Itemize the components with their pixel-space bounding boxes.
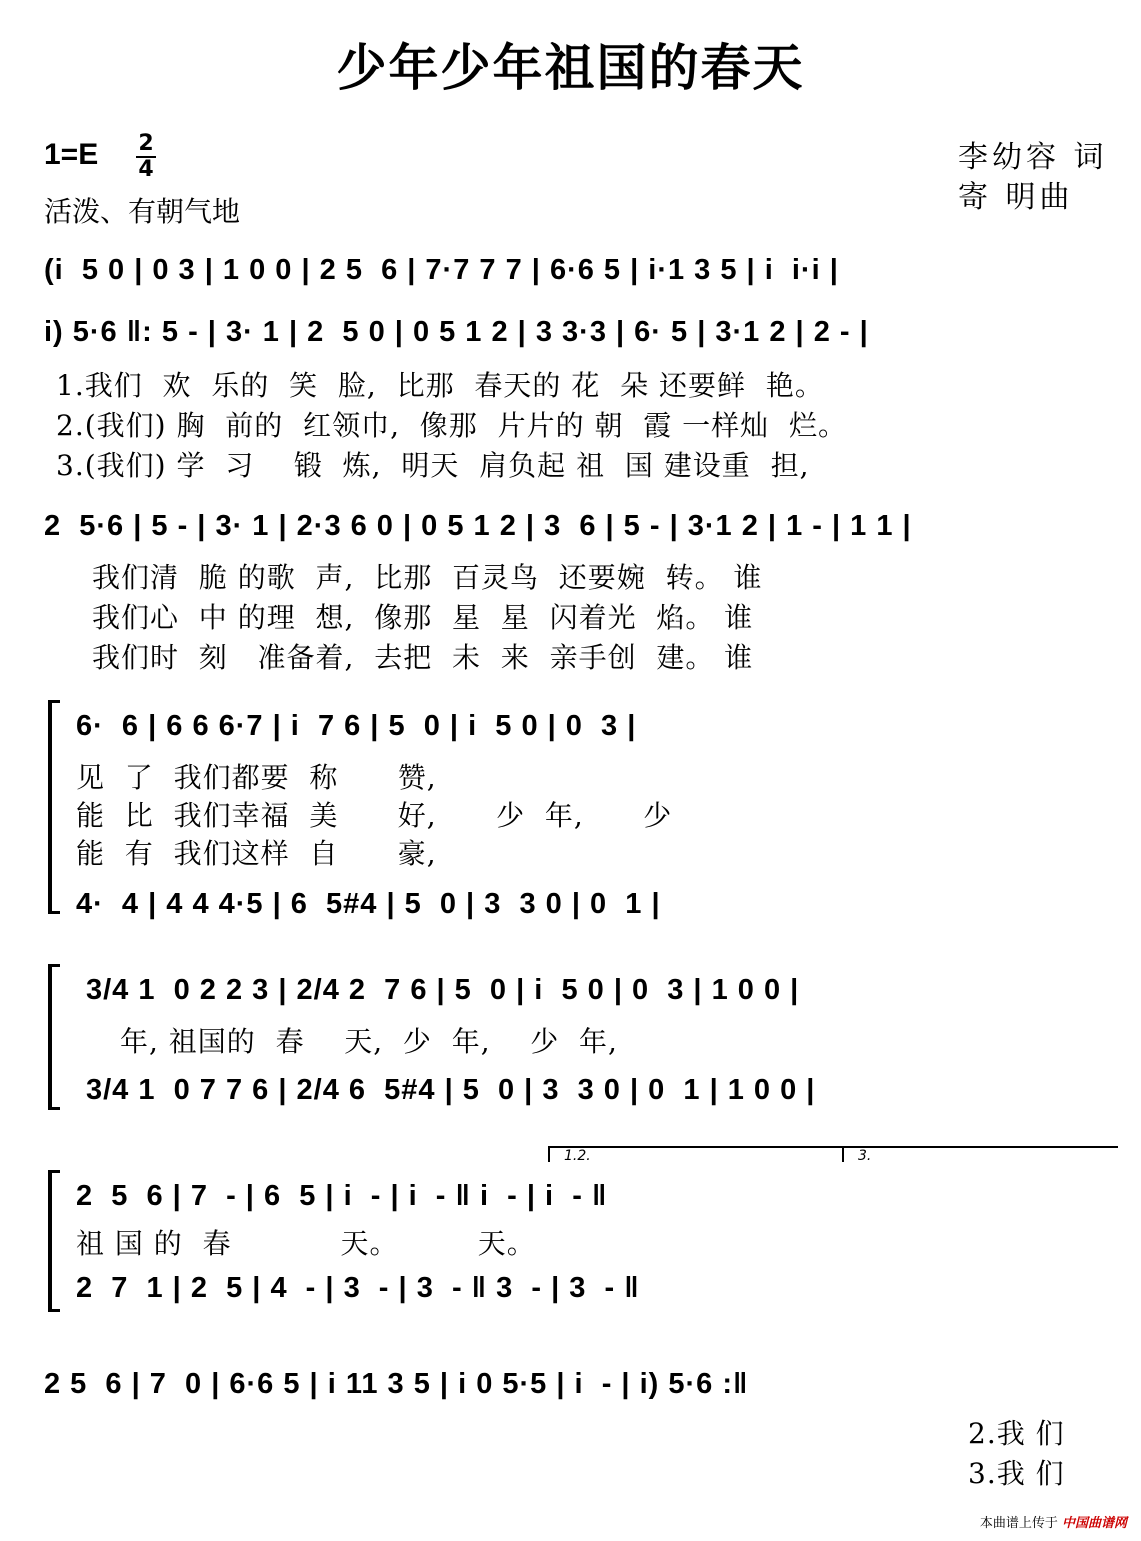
score-row-chorus-upper: 6· 6 | 6 6 6·7 | i 7 6 | 5 0 | i 5 0 | 0 3 | bbox=[76, 710, 637, 742]
time-sig-den: 4 bbox=[138, 157, 154, 182]
lyric-line-6: 我们时 刻 准备着, 去把 未 来 亲手创 建。 谁 bbox=[92, 641, 754, 674]
system-brace bbox=[48, 1170, 60, 1312]
tempo-marking: 活泼、有朝气地 bbox=[44, 195, 241, 228]
volta-bracket-2 bbox=[842, 1146, 1118, 1162]
lyric-line-10: 年, 祖国的 春 天, 少 年, 少 年, bbox=[120, 1025, 618, 1058]
page-title: 少年少年祖国的春天 bbox=[336, 38, 805, 97]
lyric-line-5: 我们心 中 的理 想, 像那 星 星 闪着光 焰。 谁 bbox=[92, 601, 754, 634]
score-row-ending-lower: 2 7 1 | 2 5 | 4 - | 3 - | 3 - ‖ 3 - | 3 - ‖ bbox=[76, 1272, 640, 1304]
lyric-line-3: 3.(我们) 学 习 锻 炼, 明天 肩负起 祖 国 建设重 担, bbox=[56, 449, 810, 482]
composer-credit: 寄 明曲 bbox=[958, 180, 1074, 215]
lyric-line-9: 能 有 我们这样 自 豪, bbox=[76, 837, 437, 870]
lyric-line-7: 见 了 我们都要 称 赞, bbox=[76, 761, 437, 794]
site-footer bbox=[980, 1512, 1127, 1531]
volta-bracket-1 bbox=[548, 1146, 852, 1162]
time-signature bbox=[136, 131, 156, 182]
score-row-chorus-lower-2: 3/4 1 0 7 7 6 | 2/4 6 5#4 | 5 0 | 3 3 0 | 0 1 | 1 0 0 | bbox=[86, 1074, 816, 1106]
score-row-ending-upper: 2 5 6 | 7 - | 6 5 | i - | i - ‖ i - | i - ‖ bbox=[76, 1180, 608, 1212]
site-logo: 中国曲谱网 bbox=[1061, 1516, 1127, 1531]
lyric-line-8: 能 比 我们幸福 美 好, 少 年, 少 bbox=[76, 799, 673, 832]
score-row-chorus-upper-2: 3/4 1 0 2 2 3 | 2/4 2 7 6 | 5 0 | i 5 0 | 0 3 | 1 0 0 | bbox=[86, 974, 800, 1006]
system-brace bbox=[48, 964, 60, 1110]
score-row-chorus-lower: 4· 4 | 4 4 4·5 | 6 5#4 | 5 0 | 3 3 0 | 0 1 | bbox=[76, 888, 661, 920]
score-row-interlude: 2 5 6 | 7 0 | 6·6 5 | i 11 3 5 | i 0 5·5 | i - | i) 5·6 :‖ bbox=[44, 1368, 749, 1400]
lyric-line-11: 祖 国 的 春 天。 天。 bbox=[76, 1227, 536, 1260]
lyric-line-2: 2.(我们) 胸 前的 红领巾, 像那 片片的 朝 霞 一样灿 烂。 bbox=[56, 409, 847, 442]
score-row-verse-2: 2 5·6 | 5 - | 3· 1 | 2·3 6 0 | 0 5 1 2 | 3 6 | 5 - | 3·1 2 | 1 - | 1 1 | bbox=[44, 510, 912, 542]
volta-label-1: 1.2. bbox=[564, 1148, 591, 1164]
time-sig-num: 2 bbox=[138, 131, 154, 156]
lyric-line-13: 3.我 们 bbox=[968, 1457, 1065, 1490]
lyric-line-4: 我们清 脆 的歌 声, 比那 百灵鸟 还要婉 转。 谁 bbox=[92, 561, 763, 594]
footer-text: 本曲谱上传于 bbox=[979, 1516, 1058, 1531]
system-brace bbox=[48, 700, 60, 914]
volta-label-2: 3. bbox=[858, 1148, 872, 1164]
lyric-line-12: 2.我 们 bbox=[968, 1417, 1065, 1450]
score-row-verse-1: i) 5·6 ‖: 5 - | 3· 1 | 2 5 0 | 0 5 1 2 | 3 3·3 | 6· 5 | 3·1 2 | 2 - | bbox=[44, 316, 869, 348]
key-signature: 1=E bbox=[44, 138, 99, 171]
lyricist-credit: 李幼容 词 bbox=[958, 140, 1108, 175]
lyric-line-1: 1.我们 欢 乐的 笑 脸, 比那 春天的 花 朵 还要鲜 艳。 bbox=[56, 369, 824, 402]
score-row-intro: (i 5 0 | 0 3 | 1 0 0 | 2 5 6 | 7·7 7 7 | 6·6 5 | i·1 3 5 | i i·i | bbox=[44, 254, 839, 286]
